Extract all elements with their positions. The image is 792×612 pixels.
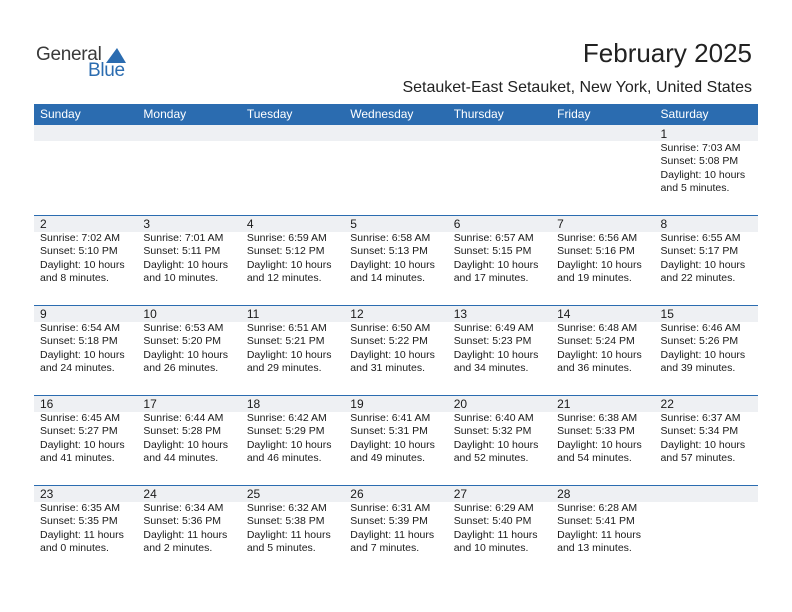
day-cell	[551, 215, 654, 305]
sunrise-text: Sunrise: 6:49 AM	[453, 322, 534, 334]
daylight-hours-text: Daylight: 10 hours	[143, 348, 229, 361]
daylight-hours-text: Daylight: 10 hours	[40, 348, 125, 361]
daylight-hours-text: Daylight: 10 hours	[660, 258, 746, 271]
daylight-hours-text: Daylight: 11 hours	[246, 528, 331, 541]
sunrise-text: Sunrise: 6:38 AM	[557, 412, 638, 424]
daylight-minutes-text: and 13 minutes.	[557, 542, 632, 555]
sunset-text: Sunset: 5:10 PM	[40, 245, 118, 258]
day-number	[247, 125, 344, 141]
page-title: February 2025	[582, 38, 752, 68]
day-number: 16	[40, 397, 54, 411]
daylight-minutes-text: and 52 minutes.	[453, 452, 529, 465]
daylight-hours-text: Daylight: 10 hours	[453, 438, 539, 451]
week-row	[34, 305, 758, 395]
weeks-container	[34, 125, 758, 575]
day-cell	[344, 215, 447, 305]
sunrise-text: Sunrise: 6:44 AM	[143, 412, 224, 424]
weekday-wednesday: Wednesday	[350, 107, 414, 121]
sunset-text: Sunset: 5:24 PM	[557, 335, 635, 348]
daylight-hours-text: Daylight: 10 hours	[246, 438, 332, 451]
day-cell	[655, 395, 758, 485]
daylight-hours-text: Daylight: 10 hours	[660, 168, 746, 181]
day-cell	[551, 125, 654, 215]
day-cell	[241, 215, 344, 305]
daylight-hours-text: Daylight: 11 hours	[40, 528, 124, 541]
sunrise-text: Sunrise: 6:40 AM	[453, 412, 534, 424]
day-number: 12	[350, 307, 364, 321]
day-number: 9	[40, 307, 47, 321]
day-cell	[344, 485, 447, 575]
day-number: 10	[143, 307, 157, 321]
sunrise-text: Sunrise: 6:42 AM	[246, 412, 327, 424]
sunset-text: Sunset: 5:27 PM	[40, 425, 118, 438]
daylight-minutes-text: and 5 minutes.	[246, 542, 316, 555]
sunset-text: Sunset: 5:13 PM	[350, 245, 428, 258]
daylight-minutes-text: and 46 minutes.	[246, 452, 322, 465]
daylight-hours-text: Daylight: 10 hours	[40, 258, 125, 271]
day-cell	[34, 215, 137, 305]
daylight-minutes-text: and 49 minutes.	[350, 452, 425, 465]
weekday-thursday: Thursday	[453, 107, 504, 121]
day-cell	[137, 485, 240, 575]
day-cell	[655, 485, 758, 575]
day-number: 27	[453, 487, 468, 501]
sunset-text: Sunset: 5:22 PM	[350, 335, 428, 348]
daylight-hours-text: Daylight: 11 hours	[557, 528, 641, 541]
sunrise-text: Sunrise: 6:35 AM	[40, 502, 120, 514]
day-cell	[344, 395, 447, 485]
sunset-text: Sunset: 5:41 PM	[557, 515, 635, 528]
sunrise-text: Sunrise: 6:50 AM	[350, 322, 431, 334]
day-number	[40, 125, 137, 141]
sunrise-text: Sunrise: 6:53 AM	[143, 322, 224, 334]
sunset-text: Sunset: 5:28 PM	[143, 425, 222, 438]
daylight-minutes-text: and 34 minutes.	[453, 362, 529, 375]
sunrise-text: Sunrise: 6:32 AM	[246, 502, 327, 514]
sunset-text: Sunset: 5:34 PM	[660, 425, 739, 438]
daylight-minutes-text: and 10 minutes.	[453, 542, 529, 555]
logo-word-blue: Blue	[88, 60, 125, 81]
location-subtitle: Setauket-East Setauket, New York, United States	[402, 79, 752, 96]
daylight-hours-text: Daylight: 10 hours	[660, 348, 746, 361]
day-number: 28	[557, 487, 571, 501]
day-number: 6	[453, 217, 461, 231]
daylight-minutes-text: and 54 minutes.	[557, 452, 632, 465]
daylight-hours-text: Daylight: 10 hours	[143, 258, 229, 271]
daylight-hours-text: Daylight: 10 hours	[350, 258, 435, 271]
day-number: 20	[453, 397, 468, 411]
week-row	[34, 215, 758, 305]
sunrise-text: Sunrise: 6:59 AM	[246, 232, 327, 244]
day-number: 19	[350, 397, 364, 411]
day-cell	[137, 395, 240, 485]
daylight-minutes-text: and 44 minutes.	[143, 452, 219, 465]
sunset-text: Sunset: 5:38 PM	[246, 515, 325, 528]
logo-word-general: General	[36, 44, 102, 65]
week-row	[34, 395, 758, 485]
day-number	[661, 485, 758, 501]
day-cell	[241, 305, 344, 395]
daylight-minutes-text: and 8 minutes.	[40, 272, 109, 285]
sunset-text: Sunset: 5:35 PM	[40, 515, 118, 528]
day-number	[143, 125, 240, 141]
day-cell	[448, 305, 551, 395]
sunrise-text: Sunrise: 6:46 AM	[660, 322, 741, 334]
day-number: 15	[660, 307, 674, 321]
week-days	[34, 485, 758, 575]
day-cell	[241, 395, 344, 485]
week-row	[34, 485, 758, 575]
sunrise-text: Sunrise: 6:54 AM	[40, 322, 120, 334]
day-number: 1	[660, 127, 668, 141]
day-cell	[241, 125, 344, 215]
daylight-hours-text: Daylight: 11 hours	[143, 528, 228, 541]
daylight-hours-text: Daylight: 10 hours	[453, 258, 539, 271]
week-days	[34, 305, 758, 395]
sunset-text: Sunset: 5:23 PM	[453, 335, 532, 348]
day-number: 22	[660, 397, 674, 411]
day-cell	[551, 305, 654, 395]
day-cell	[448, 125, 551, 215]
sunset-text: Sunset: 5:39 PM	[350, 515, 428, 528]
weekday-sunday: Sunday	[40, 107, 81, 121]
day-number: 8	[660, 217, 668, 231]
daylight-minutes-text: and 22 minutes.	[660, 272, 736, 285]
sunset-text: Sunset: 5:20 PM	[143, 335, 222, 348]
sunrise-text: Sunrise: 6:28 AM	[557, 502, 638, 514]
day-number: 5	[350, 217, 357, 231]
day-cell	[448, 395, 551, 485]
daylight-minutes-text: and 41 minutes.	[40, 452, 115, 465]
daylight-hours-text: Daylight: 10 hours	[557, 438, 642, 451]
day-cell	[137, 215, 240, 305]
sunset-text: Sunset: 5:08 PM	[660, 155, 739, 168]
day-number: 14	[557, 307, 571, 321]
daylight-hours-text: Daylight: 10 hours	[557, 348, 642, 361]
weekday-friday: Friday	[557, 107, 591, 121]
daylight-hours-text: Daylight: 10 hours	[246, 348, 332, 361]
day-cell	[448, 215, 551, 305]
daylight-hours-text: Daylight: 10 hours	[40, 438, 125, 451]
day-number: 13	[453, 307, 468, 321]
day-cell	[344, 305, 447, 395]
sunrise-text: Sunrise: 7:03 AM	[660, 142, 741, 154]
sunset-text: Sunset: 5:11 PM	[143, 245, 221, 258]
day-cell	[551, 395, 654, 485]
week-days	[34, 125, 758, 215]
daylight-hours-text: Daylight: 10 hours	[557, 258, 642, 271]
calendar-grid	[34, 104, 758, 575]
day-number	[557, 125, 654, 141]
sunset-text: Sunset: 5:17 PM	[660, 245, 739, 258]
sunset-text: Sunset: 5:29 PM	[246, 425, 325, 438]
daylight-minutes-text: and 26 minutes.	[143, 362, 219, 375]
daylight-minutes-text: and 12 minutes.	[246, 272, 322, 285]
daylight-minutes-text: and 10 minutes.	[143, 272, 219, 285]
daylight-hours-text: Daylight: 10 hours	[246, 258, 332, 271]
day-cell	[655, 125, 758, 215]
daylight-hours-text: Daylight: 10 hours	[350, 438, 435, 451]
day-number: 24	[143, 487, 157, 501]
day-cell	[34, 395, 137, 485]
daylight-minutes-text: and 5 minutes.	[660, 182, 730, 195]
weekday-saturday: Saturday	[660, 107, 709, 121]
week-days	[34, 215, 758, 305]
day-number: 23	[40, 487, 54, 501]
sunset-text: Sunset: 5:33 PM	[557, 425, 635, 438]
sunset-text: Sunset: 5:16 PM	[557, 245, 635, 258]
day-number: 11	[246, 307, 260, 321]
daylight-minutes-text: and 24 minutes.	[40, 362, 115, 375]
sunset-text: Sunset: 5:12 PM	[246, 245, 325, 258]
weekday-header	[34, 104, 758, 125]
sunrise-text: Sunrise: 6:57 AM	[453, 232, 534, 244]
sunrise-text: Sunrise: 7:01 AM	[143, 232, 224, 244]
daylight-minutes-text: and 17 minutes.	[453, 272, 529, 285]
sunrise-text: Sunrise: 6:29 AM	[453, 502, 534, 514]
sunset-text: Sunset: 5:26 PM	[660, 335, 739, 348]
daylight-hours-text: Daylight: 10 hours	[453, 348, 539, 361]
day-number: 21	[557, 397, 571, 411]
day-cell	[34, 485, 137, 575]
daylight-minutes-text: and 0 minutes.	[40, 542, 109, 555]
sunrise-text: Sunrise: 6:45 AM	[40, 412, 120, 424]
day-cell	[137, 305, 240, 395]
sunrise-text: Sunrise: 6:58 AM	[350, 232, 431, 244]
sunrise-text: Sunrise: 7:02 AM	[40, 232, 120, 244]
sunset-text: Sunset: 5:18 PM	[40, 335, 118, 348]
daylight-minutes-text: and 57 minutes.	[660, 452, 736, 465]
sunset-text: Sunset: 5:31 PM	[350, 425, 428, 438]
daylight-hours-text: Daylight: 10 hours	[143, 438, 229, 451]
sunrise-text: Sunrise: 6:31 AM	[350, 502, 431, 514]
day-number: 18	[246, 397, 261, 411]
sunset-text: Sunset: 5:32 PM	[453, 425, 532, 438]
sunrise-text: Sunrise: 6:34 AM	[143, 502, 224, 514]
daylight-minutes-text: and 7 minutes.	[350, 542, 420, 555]
sunset-text: Sunset: 5:40 PM	[453, 515, 532, 528]
day-cell	[34, 125, 137, 215]
daylight-minutes-text: and 2 minutes.	[143, 542, 213, 555]
day-cell	[241, 485, 344, 575]
weekday-monday: Monday	[143, 107, 187, 121]
week-row	[34, 125, 758, 215]
day-number: 25	[246, 487, 261, 501]
day-number	[350, 125, 447, 141]
day-cell	[344, 125, 447, 215]
daylight-minutes-text: and 39 minutes.	[660, 362, 736, 375]
day-cell	[655, 305, 758, 395]
sunrise-text: Sunrise: 6:48 AM	[557, 322, 638, 334]
sunrise-text: Sunrise: 6:56 AM	[557, 232, 638, 244]
day-number: 17	[143, 397, 157, 411]
sunset-text: Sunset: 5:15 PM	[453, 245, 532, 258]
day-number: 2	[40, 217, 47, 231]
day-number: 7	[557, 217, 564, 231]
sunrise-text: Sunrise: 6:51 AM	[246, 322, 327, 334]
day-number: 3	[143, 217, 151, 231]
day-cell	[34, 305, 137, 395]
daylight-minutes-text: and 19 minutes.	[557, 272, 632, 285]
daylight-minutes-text: and 29 minutes.	[246, 362, 322, 375]
day-cell	[655, 215, 758, 305]
sunrise-text: Sunrise: 6:37 AM	[660, 412, 741, 424]
daylight-minutes-text: and 14 minutes.	[350, 272, 425, 285]
day-cell	[448, 485, 551, 575]
sunrise-text: Sunrise: 6:41 AM	[350, 412, 431, 424]
daylight-minutes-text: and 36 minutes.	[557, 362, 632, 375]
day-number: 26	[350, 487, 364, 501]
sunset-text: Sunset: 5:36 PM	[143, 515, 222, 528]
daylight-minutes-text: and 31 minutes.	[350, 362, 425, 375]
sunset-text: Sunset: 5:21 PM	[246, 335, 325, 348]
daylight-hours-text: Daylight: 10 hours	[350, 348, 435, 361]
weekday-tuesday: Tuesday	[246, 107, 293, 121]
week-days	[34, 395, 758, 485]
day-cell	[551, 485, 654, 575]
sunrise-text: Sunrise: 6:55 AM	[660, 232, 741, 244]
day-number: 4	[246, 217, 254, 231]
day-cell	[137, 125, 240, 215]
daylight-hours-text: Daylight: 11 hours	[453, 528, 538, 541]
daylight-hours-text: Daylight: 11 hours	[350, 528, 435, 541]
logo	[36, 44, 136, 80]
daylight-hours-text: Daylight: 10 hours	[660, 438, 746, 451]
day-number	[454, 125, 551, 141]
